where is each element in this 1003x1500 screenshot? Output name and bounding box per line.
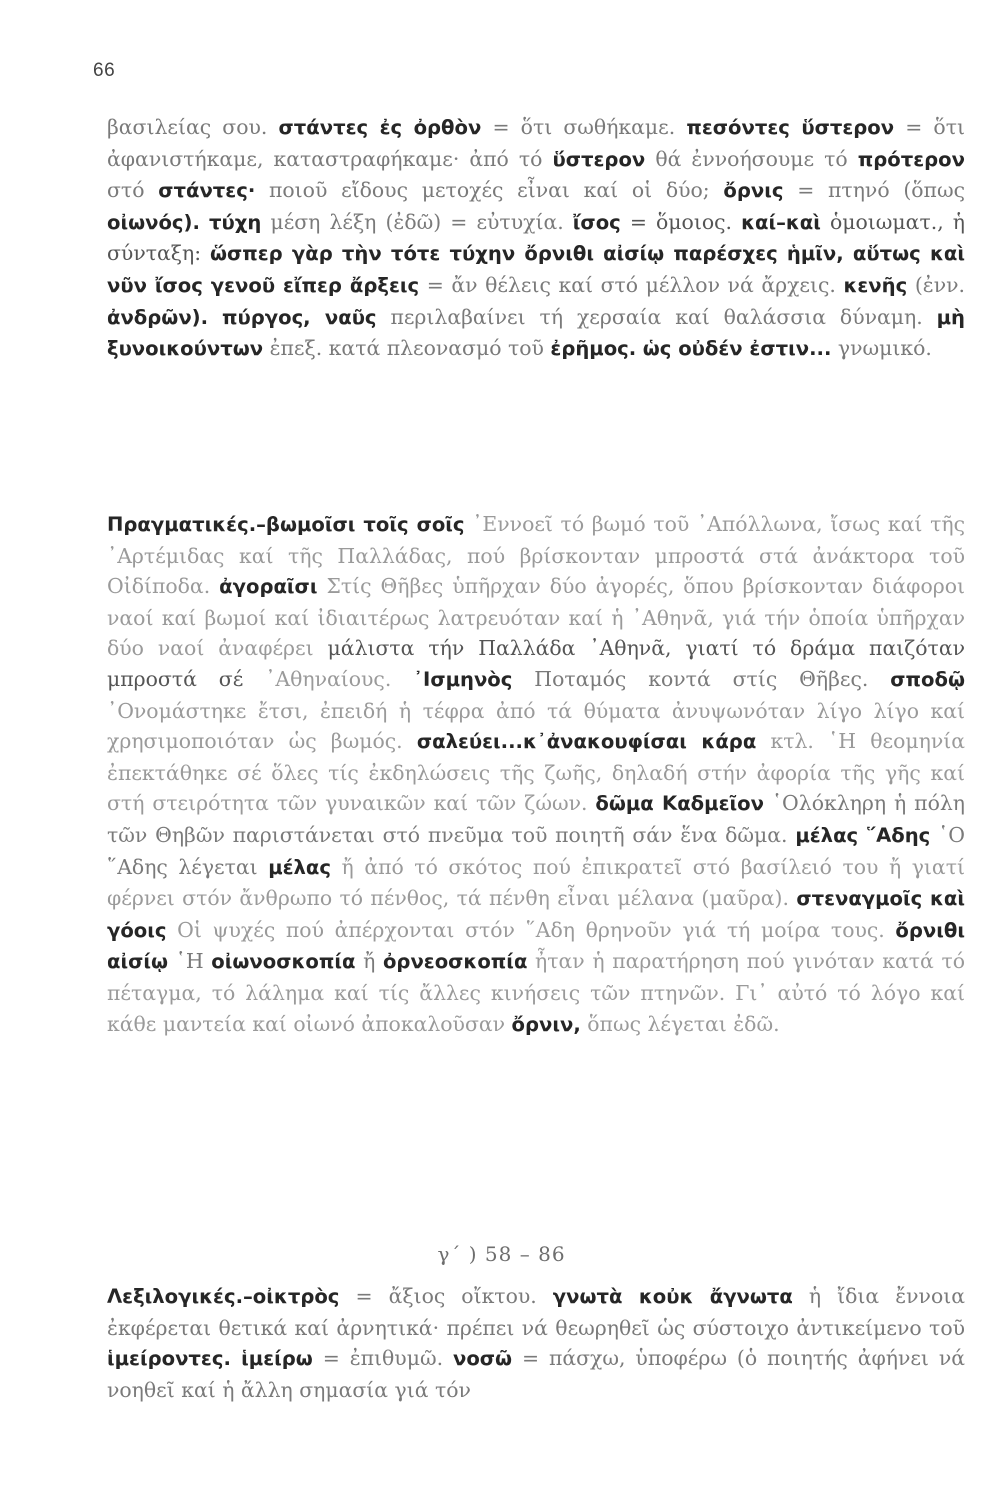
lemma-term: μέλας (795, 823, 859, 847)
commentary-text: στό (107, 178, 159, 203)
lemma-term: σποδῷ (890, 667, 965, 691)
commentary-text: = ὅμοιος. (620, 209, 742, 234)
lemma-term: τύχη (209, 210, 262, 234)
commentary-text: γνωμικό. (831, 336, 932, 361)
commentary-text: = ὅτι σωθήκαμε. (481, 115, 687, 139)
lemma-term: ἱμείροντες. ἱμείρω (107, 1347, 313, 1371)
lemma-term: στεναγμοῖς καὶ γόοις (107, 887, 965, 942)
paragraph-text (107, 1281, 965, 1405)
commentary-text: ποιοῦ εἴδους μετοχές εἶναι καί οἱ δύο; (255, 178, 724, 203)
lemma-term: πεσόντες ὕστερον (686, 116, 895, 139)
lemma-term: ἐρῆμος. (550, 337, 637, 361)
lemma-term: ὥσπερ γὰρ τὴν τότε τύχην ὄρνιθι αἰσίῳ παρέσχες ἡμῖν, αὕτως καὶ νῦν ἴσος γενοῦ εἴπερ ἄρξεις (107, 242, 965, 297)
lemma-term: ὄρνιν, (511, 1012, 581, 1036)
commentary-paragraph-2 (107, 509, 965, 1040)
commentary-text: (ἐνν. (907, 272, 965, 297)
commentary-text: βασιλείας σου. (107, 115, 279, 139)
commentary-text: = πάσχω, ὑποφέρω (ὁ ποιητής ἀφήνει νά νοηθεῖ καί ἡ ἄλλη σημασία γιά τόν (107, 1346, 965, 1402)
lemma-term: δῶμα Καδμεῖον (595, 792, 764, 816)
lemma-term: στάντες· (158, 179, 256, 203)
lemma-term: μέλας (268, 855, 332, 879)
commentary-text: θά ἐννοήσουμε τό (645, 146, 858, 171)
lemma-term: Πραγματικές.–βωμοῖσι τοῖς σοῖς (107, 513, 465, 536)
commentary-text: μέση λέξη (ἐδῶ) = εὐτυχία. (261, 209, 573, 234)
lemma-term: οἰωνοσκοπία (211, 950, 356, 974)
commentary-text: = ἄξιος οἴκτου. (339, 1284, 553, 1308)
lemma-term: ἴσος (572, 210, 621, 234)
lemma-term: καί–καὶ (741, 210, 821, 234)
commentary-text: ἤ (355, 949, 383, 974)
paragraph-text (107, 509, 965, 1040)
commentary-text: ἡ ἴδια ἔννοια ἐκφέρεται θετικά καί ἀρνητικά· πρέπει νά θεωρηθεῖ ὡς σύστοιχο ἀντικείμενο τοῦ (107, 1284, 965, 1340)
lemma-term: πύργος, ναῦς (222, 305, 377, 329)
lemma-term: ῞Αδης (858, 823, 931, 847)
lemma-term: ἀνδρῶν). (107, 305, 209, 329)
lemma-term: ὡς οὐδέν ἐστιν... (642, 337, 832, 361)
lemma-term: σαλεύει...κ᾿ἀνακουφίσαι κάρα (416, 730, 757, 754)
section-heading: γ´ ) 58 – 86 (437, 1242, 566, 1266)
commentary-text: ὁμοιωματ., ἡ σύνταξη: (107, 209, 965, 266)
commentary-text: = πτηνό (ὅπως (783, 178, 966, 203)
commentary-text: ἤ ἀπό τό σκότος πού ἐπικρατεῖ στό βασίλειό του ἤ γιατί φέρνει στόν ἄνθρωπο τό πένθος, τά πένθη εἶναι μέλανα (μαῦρα). (107, 854, 965, 911)
lemma-term: γνωτὰ κοὐκ ἄγνωτα (552, 1285, 793, 1308)
commentary-text: ᾿Ονομάστηκε ἔτσι, ἐπειδή ἡ τέφρα ἀπό τά θύματα ἀνυψωνόταν λίγο λίγο καί χρησιμοποιόταν ὡς βωμός. (107, 698, 965, 754)
commentary-text: = ἄν θέλεις καί στό μέλλον νά ἄρχεις. (419, 272, 844, 297)
lemma-term: κενῆς (843, 273, 908, 297)
commentary-text: ἐπεξ. κατά πλεονασμό τοῦ (263, 336, 551, 361)
lemma-term: ὀρνεοσκοπία (382, 950, 528, 974)
commentary-text: Στίς Θῆβες ὑπῆρχαν δύο ἀγορές, ὅπου βρίσκονταν διάφοροι ναοί καί βωμοί καί ἰδιαιτέρως λατρευόταν καί ἡ ᾿Αθηνᾶ, γιά τήν ὁποία ὑπῆρχαν δύο ναοί ἀναφέρει (107, 574, 965, 661)
commentary-paragraph-3 (107, 1281, 965, 1405)
lemma-term: ὄρνις (723, 179, 784, 203)
commentary-text: ῾Ο ῞Αδης λέγεται (107, 822, 965, 879)
commentary-text: ᾿Αθηναίους. (265, 666, 414, 691)
commentary-text: ῾Η (168, 949, 212, 974)
commentary-paragraph-1 (107, 112, 965, 365)
lemma-term: στάντες ἐς ὀρθὸν (278, 116, 482, 139)
paragraph-text (107, 112, 965, 365)
commentary-text: ἦταν ἡ παρατήρηση πού γινόταν κατά τό πέταγμα, τό λάλημα καί τίς ἄλλες κινήσεις τῶν πτηνῶν. Γι᾿ αὐτό τό λόγο καί κάθε μαντεία καί οἰωνό ἀποκαλοῦσαν (107, 949, 965, 1036)
commentary-text: ῾Ολόκληρη ἡ πόλη τῶν Θηβῶν παριστάνεται στό πνεῦμα τοῦ ποιητῆ σάν ἕνα δῶμα. (107, 791, 965, 847)
commentary-text (208, 305, 222, 329)
commentary-text: περιλαβαίνει τή χερσαία καί θαλάσσια δύναμη. (376, 304, 937, 329)
commentary-text: μάλιστα τήν Παλλάδα ᾿Αθηνᾶ, γιατί τό δράμα παιζόταν μπροστά σέ (107, 636, 965, 691)
lemma-term: ᾿Ισμηνὸς (413, 667, 513, 691)
lemma-term: ὄρνιθι αἰσίῳ (107, 918, 965, 974)
page-number: 66 (93, 60, 116, 81)
commentary-text: ᾿Εννοεῖ τό βωμό τοῦ ᾿Απόλλωνα, ἴσως καί τῆς ᾿Αρτέμιδας καί τῆς Παλλάδας, πού βρίσκονταν μπροστά στά ἀνάκτορα τοῦ Οἰδίποδα. (107, 512, 965, 599)
lemma-term: ὕστερον (552, 147, 646, 171)
lemma-term: μὴ ξυνοικούντων (107, 305, 965, 361)
commentary-text: Οἱ ψυχές πού ἀπέρχονται στόν ῞Αδη θρηνοῦν γιά τή μοίρα τους. (166, 917, 896, 942)
commentary-text: = ἐπιθυμῶ. (312, 1346, 453, 1371)
lemma-term: νοσῶ (452, 1347, 513, 1371)
commentary-text: Ποταμός κοντά στίς Θῆβες. (512, 666, 891, 691)
commentary-text: = ὅτι ἀφανιστήκαμε, καταστραφήκαμε· ἀπό τό (107, 115, 965, 171)
lemma-term: ἀγοραῖσι (219, 575, 318, 599)
commentary-text: κτλ. ῾Η θεομηνία ἐπεκτάθηκε σέ ὅλες τίς ἐκδηλώσεις τῆς ζωῆς, δηλαδή στήν ἀφορία τῆς γῆς καί στή στειρότητα τῶν γυναικῶν καί τῶν ζώων. (107, 729, 965, 816)
commentary-text: ὅπως λέγεται ἐδῶ. (580, 1011, 780, 1036)
lemma-term: Λεξιλογικές.–οἰκτρὸς (107, 1285, 340, 1308)
commentary-text (200, 210, 209, 234)
lemma-term: οἰωνός). (107, 210, 200, 234)
lemma-term: πρότερον (857, 147, 965, 171)
